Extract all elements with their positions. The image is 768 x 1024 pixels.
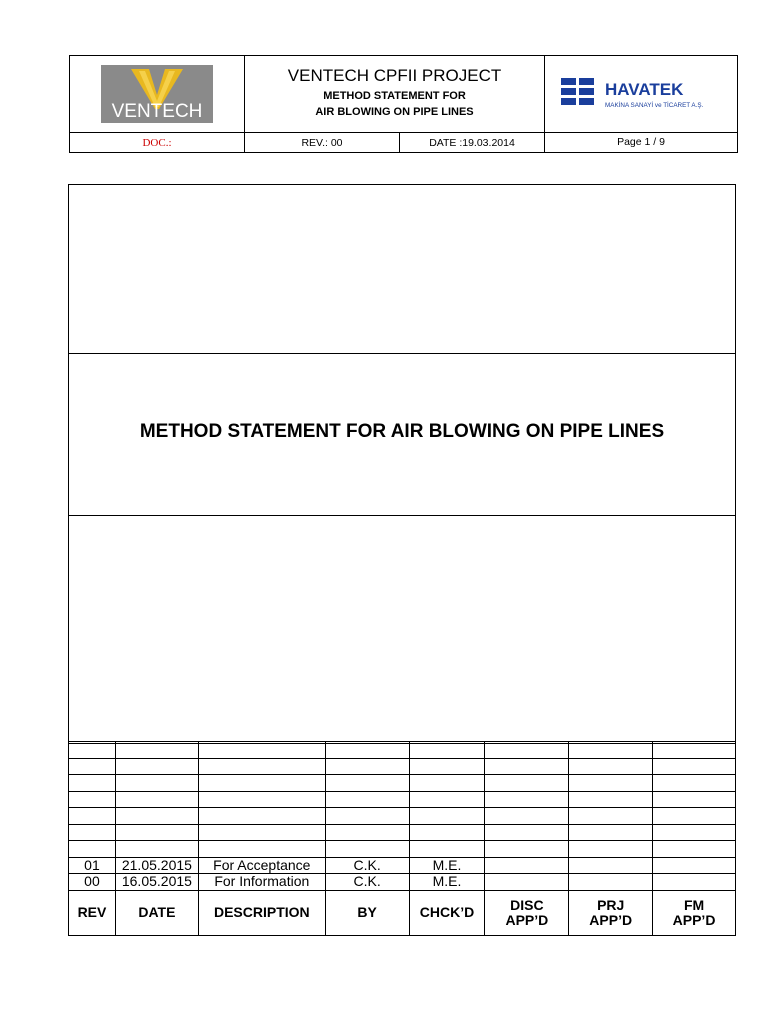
revision-table <box>68 741 736 936</box>
rev-cell: 00 <box>69 874 116 891</box>
fm-cell <box>653 874 736 891</box>
header-disc-appd <box>485 890 569 935</box>
ventech-logo-cell <box>69 55 245 133</box>
prj-cell <box>569 857 653 874</box>
table-row-empty <box>69 758 736 775</box>
table-header-row <box>69 890 736 935</box>
subtitle-line-2: AIR BLOWING ON PIPE LINES <box>315 106 474 118</box>
header-prj-line1: PRJ <box>597 896 625 913</box>
table-row <box>69 857 736 874</box>
description-cell: For Information <box>198 874 325 891</box>
header-disc-line2: APP’D <box>505 911 549 928</box>
table-row-empty <box>69 841 736 858</box>
header-prj-line2: APP’D <box>589 911 633 928</box>
table-row-empty <box>69 824 736 841</box>
ventech-logo-text: VENTECH <box>111 101 203 122</box>
header-date: DATE <box>115 890 198 935</box>
header-fm-appd <box>653 890 736 935</box>
header-description: DESCRIPTION <box>198 890 325 935</box>
divider-top <box>69 353 735 354</box>
header-chckd: CHCK’D <box>409 890 485 935</box>
by-cell: C.K. <box>325 874 409 891</box>
by-cell: C.K. <box>325 857 409 874</box>
header-fm-line2: APP’D <box>672 911 716 928</box>
havatek-logo-cell <box>544 55 738 133</box>
disc-cell <box>485 857 569 874</box>
header-by: BY <box>325 890 409 935</box>
table-row <box>69 874 736 891</box>
table-row-empty <box>69 775 736 792</box>
project-title: VENTECH CPFII PROJECT <box>287 66 502 85</box>
disc-cell <box>485 874 569 891</box>
havatek-logo-name: HAVATEK <box>605 80 684 99</box>
rev-cell: 01 <box>69 857 116 874</box>
table-row-empty <box>69 791 736 808</box>
document-main-title: METHOD STATEMENT FOR AIR BLOWING ON PIPE LINES <box>139 421 665 442</box>
havatek-logo-tagline: MAKİNA SANAYİ ve TİCARET A.Ş. <box>605 102 704 109</box>
ventech-logo <box>101 65 213 123</box>
table-row-empty <box>69 742 736 759</box>
fm-cell <box>653 857 736 874</box>
header-fm-line1: FM <box>683 896 705 913</box>
cover-box <box>68 184 736 744</box>
page-label: Page 1 / 9 <box>544 132 738 153</box>
header-rev: REV <box>69 890 116 935</box>
chckd-cell: M.E. <box>409 874 485 891</box>
rev-label: REV.: 00 <box>244 132 400 153</box>
project-title-cell <box>244 55 545 133</box>
havatek-logo <box>559 74 723 114</box>
date-cell: 21.05.2015 <box>115 857 198 874</box>
chckd-cell: M.E. <box>409 857 485 874</box>
doc-label: DOC.: <box>69 132 245 153</box>
divider-bottom <box>69 515 735 516</box>
date-label: DATE :19.03.2014 <box>399 132 545 153</box>
header-prj-appd <box>569 890 653 935</box>
date-cell: 16.05.2015 <box>115 874 198 891</box>
subtitle-line-1: METHOD STATEMENT FOR <box>323 90 466 102</box>
table-row-empty <box>69 808 736 825</box>
description-cell: For Acceptance <box>198 857 325 874</box>
header-disc-line1: DISC <box>510 896 544 913</box>
prj-cell <box>569 874 653 891</box>
